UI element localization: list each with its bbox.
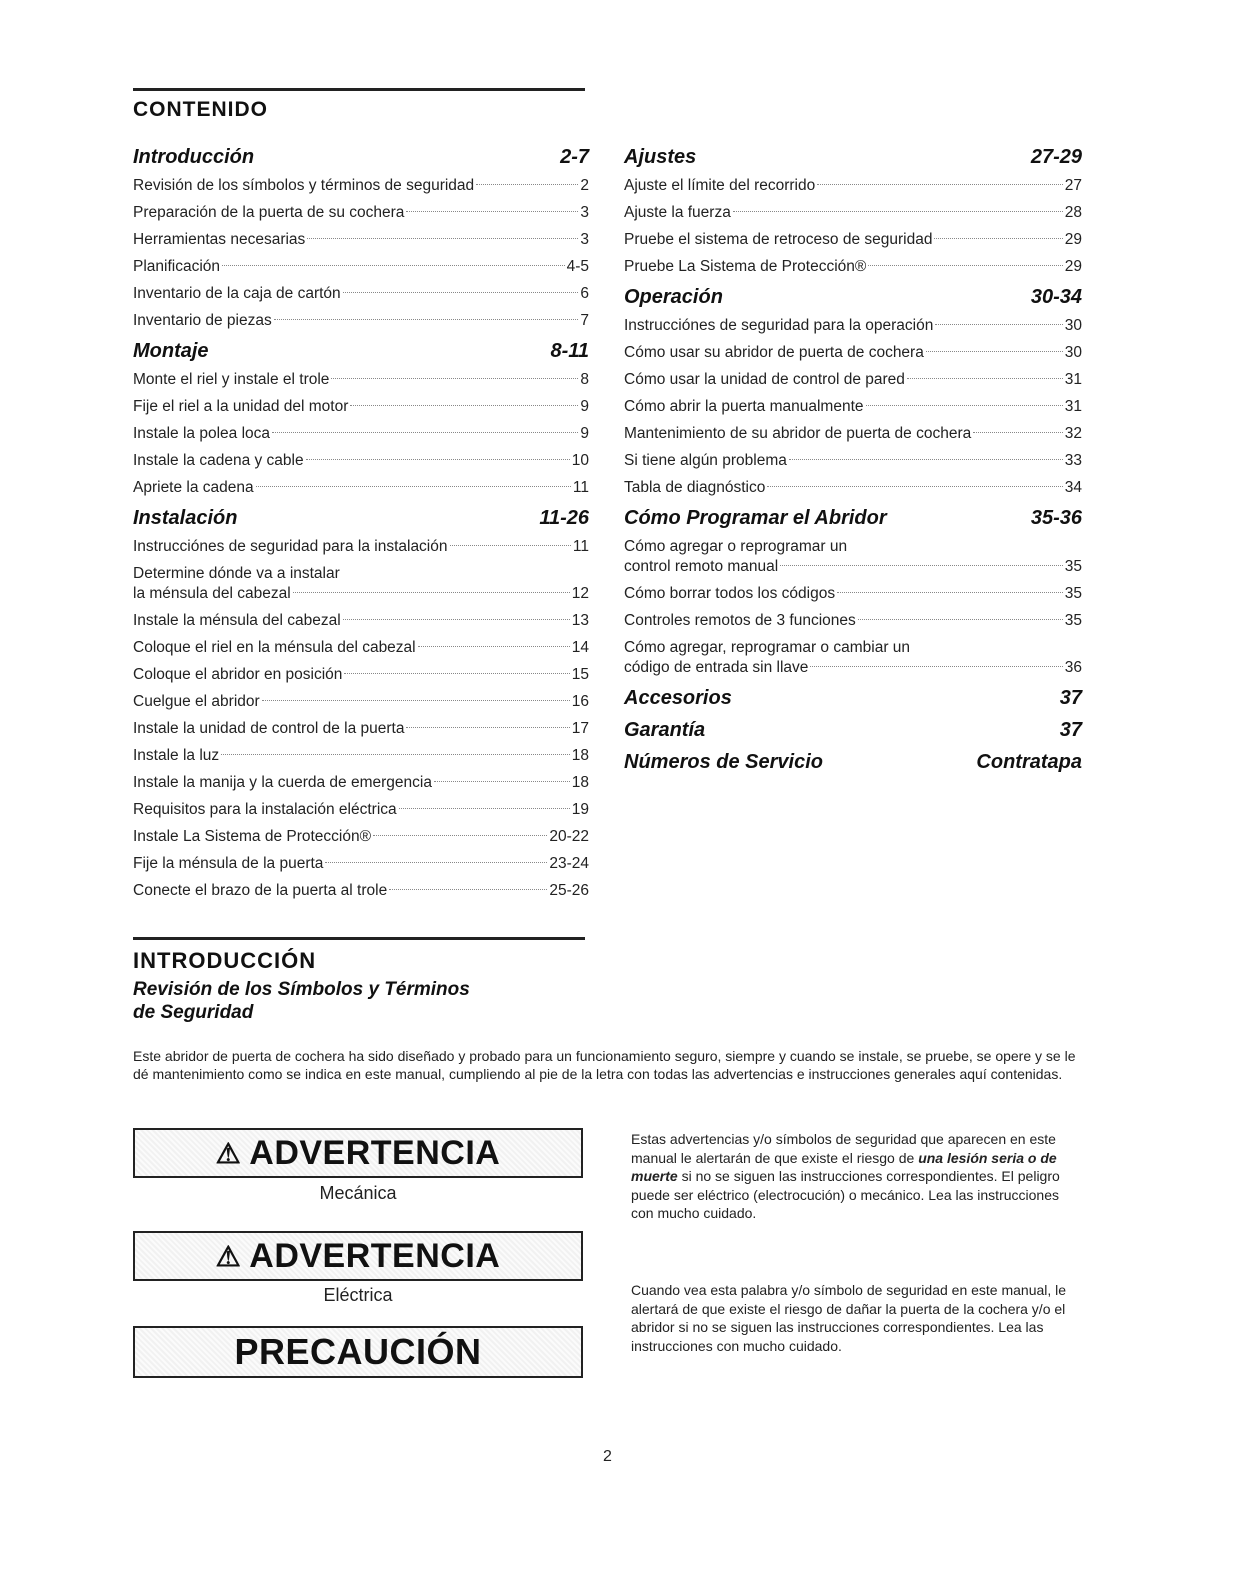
- toc-dot-leader: [935, 324, 1062, 325]
- intro-subtitle-line2: de Seguridad: [133, 1002, 254, 1023]
- toc-entry-page: 25-26: [549, 882, 589, 899]
- toc-entry-line2: [624, 658, 1082, 678]
- toc-entry-label: Mantenimiento de su abridor de puerta de cochera: [624, 425, 972, 442]
- toc-entry: [133, 796, 589, 823]
- toc-dot-leader: [418, 646, 570, 647]
- toc-section-label: Garantía: [624, 719, 706, 741]
- toc-entry: [624, 253, 1082, 280]
- toc-section-heading: [624, 503, 1082, 533]
- toc-entry-page: 35: [1064, 585, 1082, 602]
- toc-dot-leader: [221, 754, 570, 755]
- intro-subtitle-line1: Revisión de los Símbolos y Términos: [133, 979, 470, 1000]
- toc-entry: [133, 280, 589, 307]
- toc-entry-page: 35: [1064, 558, 1082, 575]
- toc-entry: [133, 560, 589, 607]
- toc-section-heading: [624, 282, 1082, 312]
- toc-entry-label-line1: Determine dónde va a instalar: [133, 565, 340, 582]
- toc-entry: [133, 661, 589, 688]
- toc-entry-page: 34: [1064, 479, 1082, 496]
- warning-box-electrical: [133, 1231, 583, 1281]
- toc-entry: [624, 420, 1082, 447]
- intro-paragraph: Este abridor de puerta de cochera ha sido diseñado y probado para un funcionamiento seguro, siempre y cuando se instale, se pruebe, se opere y se le dé mantenimiento como se indica en este manual, cumpliendo al pie de la letra con todas las advertencias e instrucciones generales aquí contenidas.: [133, 1048, 1076, 1082]
- toc-dot-leader: [789, 459, 1063, 460]
- toc-entry-label: Instale la unidad de control de la puerta: [133, 720, 405, 737]
- toc-entry-page: 31: [1064, 371, 1082, 388]
- toc-entry: [624, 366, 1082, 393]
- toc-entry-label: Instale la manija y la cuerda de emergencia: [133, 774, 432, 791]
- toc-entry-page: 32: [1064, 425, 1082, 442]
- toc-entry-page: 6: [580, 285, 589, 302]
- warning-description-emphasis: una lesión seria o de muerte: [631, 1149, 1057, 1184]
- toc-section-heading: [624, 683, 1082, 713]
- toc-entry-page: 3: [580, 204, 589, 221]
- toc-entry-label: Monte el riel y instale el trole: [133, 371, 330, 388]
- toc-entry: [624, 226, 1082, 253]
- toc-dot-leader: [272, 432, 578, 433]
- toc-section-label: Números de Servicio: [624, 751, 823, 773]
- toc-entry-page: 20-22: [549, 828, 589, 845]
- toc-dot-leader: [344, 673, 569, 674]
- toc-dot-leader: [837, 592, 1063, 593]
- toc-entry: [133, 420, 589, 447]
- warning-description: [631, 1130, 1081, 1223]
- toc-entry-page: 9: [580, 398, 589, 415]
- toc-entry-page: 4-5: [566, 258, 589, 275]
- toc-entry-page: 29: [1064, 258, 1082, 275]
- toc-entry: [624, 312, 1082, 339]
- toc-entry-page: 13: [571, 612, 589, 629]
- toc-entry-label: Ajuste el límite del recorrido: [624, 177, 816, 194]
- toc-dot-leader: [406, 727, 569, 728]
- toc-entry-label: Fije la ménsula de la puerta: [133, 855, 324, 872]
- toc-entry-label: Instale La Sistema de Protección®: [133, 828, 372, 845]
- toc-entry-label: código de entrada sin llave: [624, 659, 809, 676]
- toc-entry-label-line1: Cómo agregar o reprogramar un: [624, 538, 848, 555]
- toc-entry-label: Cómo abrir la puerta manualmente: [624, 398, 864, 415]
- toc-entry: [133, 634, 589, 661]
- toc-entry-page: 16: [571, 693, 589, 710]
- warning-caption-mechanical: Mecánica: [319, 1183, 397, 1203]
- toc-entry-page: 30: [1064, 317, 1082, 334]
- toc-entry-label: la ménsula del cabezal: [133, 585, 291, 602]
- toc-entry-label: Si tiene algún problema: [624, 452, 787, 469]
- toc-dot-leader: [350, 405, 578, 406]
- caution-box-label: PRECAUCIÓN: [234, 1331, 482, 1372]
- toc-entry-label: Requisitos para la instalación eléctrica: [133, 801, 397, 818]
- toc-entry-label: Cómo usar su abridor de puerta de cochera: [624, 344, 924, 361]
- toc-entry: [624, 634, 1082, 681]
- warning-description-part2: si no se siguen las instrucciones correspondientes. El peligro puede ser eléctrico (electrocución) o mecánico. Lea las instrucciones con mucho cuidado.: [631, 1168, 1060, 1221]
- toc-entry: [624, 393, 1082, 420]
- toc-entry: [133, 823, 589, 850]
- toc-entry-label: Cuelgue el abridor: [133, 693, 260, 710]
- toc-dot-leader: [434, 781, 570, 782]
- toc-entry-page: 19: [571, 801, 589, 818]
- toc-entry-page: 2: [580, 177, 589, 194]
- toc-entry-page: 35: [1064, 612, 1082, 629]
- toc-entry-label: control remoto manual: [624, 558, 779, 575]
- toc-entry-label: Instale la cadena y cable: [133, 452, 304, 469]
- toc-entry-label: Tabla de diagnóstico: [624, 479, 766, 496]
- toc-entry-page: 29: [1064, 231, 1082, 248]
- toc-entry-label: Coloque el abridor en posición: [133, 666, 343, 683]
- toc-section-label: Instalación: [133, 507, 238, 529]
- toc-dot-leader: [907, 378, 1063, 379]
- toc-dot-leader: [373, 835, 547, 836]
- toc-entry-label: Preparación de la puerta de su cochera: [133, 204, 405, 221]
- intro-subtitle: [133, 978, 470, 1024]
- toc-entry: [624, 580, 1082, 607]
- toc-entry: [624, 199, 1082, 226]
- toc-entry: [133, 393, 589, 420]
- toc-entry: [133, 850, 589, 877]
- toc-section-pages: 37: [1059, 719, 1082, 741]
- toc-entry-page: 11: [572, 538, 589, 555]
- toc-section-heading: [133, 142, 589, 172]
- page-number: 2: [603, 1448, 612, 1465]
- toc-entry-label: Controles remotos de 3 funciones: [624, 612, 856, 629]
- toc-entry-page: 27: [1064, 177, 1082, 194]
- toc-dot-leader: [399, 808, 570, 809]
- toc-dot-leader: [307, 238, 578, 239]
- toc-dot-leader: [866, 405, 1063, 406]
- toc-entry-label: Inventario de piezas: [133, 312, 272, 329]
- toc-entry: [133, 474, 589, 501]
- toc-dot-leader: [858, 619, 1063, 620]
- toc-dot-leader: [293, 592, 570, 593]
- toc-entry-page: 11: [572, 479, 589, 496]
- toc-section-heading: [624, 747, 1082, 777]
- toc-entry-page: 28: [1064, 204, 1082, 221]
- toc-dot-leader: [406, 211, 578, 212]
- toc-entry-page: 3: [580, 231, 589, 248]
- toc-dot-leader: [325, 862, 547, 863]
- toc-entry: [624, 474, 1082, 501]
- toc-entry-label: Conecte el brazo de la puerta al trole: [133, 882, 388, 899]
- toc-section-pages: 2-7: [560, 146, 589, 168]
- toc-section-heading: [133, 336, 589, 366]
- warning-electrical-icon: ⚠: [215, 1240, 242, 1272]
- toc-section-pages: 35-36: [1030, 507, 1082, 529]
- toc-section-label: Montaje: [133, 340, 209, 362]
- toc-entry: [133, 877, 589, 904]
- toc-entry-label: Ajuste la fuerza: [624, 204, 731, 221]
- toc-entry: [133, 688, 589, 715]
- toc-left-column: [133, 140, 589, 904]
- toc-entry-label: Herramientas necesarias: [133, 231, 306, 248]
- toc-entry: [133, 226, 589, 253]
- toc-entry-label: Cómo usar la unidad de control de pared: [624, 371, 905, 388]
- toc-entry: [133, 253, 589, 280]
- toc-section-label: Ajustes: [624, 146, 697, 168]
- toc-entry-label: Inventario de la caja de cartón: [133, 285, 341, 302]
- toc-entry-label: Pruebe La Sistema de Protección®: [624, 258, 867, 275]
- toc-dot-leader: [222, 265, 565, 266]
- toc-section-label: Accesorios: [624, 687, 732, 709]
- toc-section-pages: 8-11: [550, 340, 589, 362]
- toc-entry-page: 15: [571, 666, 589, 683]
- toc-dot-leader: [262, 700, 570, 701]
- toc-dot-leader: [767, 486, 1062, 487]
- toc-entry-page: 23-24: [549, 855, 589, 872]
- toc-entry-page: 9: [580, 425, 589, 442]
- toc-dot-leader: [331, 378, 578, 379]
- toc-dot-leader: [817, 184, 1063, 185]
- toc-entry-page: 14: [571, 639, 589, 656]
- toc-dot-leader: [934, 238, 1062, 239]
- toc-entry: [624, 607, 1082, 634]
- toc-section-label: Cómo Programar el Abridor: [624, 507, 887, 529]
- toc-entry-label: Fije el riel a la unidad del motor: [133, 398, 349, 415]
- contents-top-rule: [133, 88, 585, 91]
- toc-section-pages: Contratapa: [976, 751, 1082, 773]
- toc-entry: [624, 172, 1082, 199]
- toc-section-pages: 11-26: [539, 507, 589, 529]
- toc-dot-leader: [780, 565, 1063, 566]
- toc-entry-label: Pruebe el sistema de retroceso de seguridad: [624, 231, 933, 248]
- toc-dot-leader: [733, 211, 1063, 212]
- toc-entry-page: 36: [1064, 659, 1082, 676]
- toc-section-pages: 37: [1059, 687, 1082, 709]
- caution-box: [133, 1326, 583, 1378]
- toc-entry-label: Revisión de los símbolos y términos de seguridad: [133, 177, 475, 194]
- toc-entry: [133, 533, 589, 560]
- toc-section-pages: 30-34: [1030, 286, 1082, 308]
- toc-entry-label: Planificación: [133, 258, 221, 275]
- toc-dot-leader: [343, 619, 570, 620]
- toc-entry: [133, 366, 589, 393]
- toc-entry-label: Coloque el riel en la ménsula del cabezal: [133, 639, 416, 656]
- warning-caption-electrical: Eléctrica: [323, 1285, 393, 1305]
- toc-dot-leader: [450, 545, 571, 546]
- toc-dot-leader: [973, 432, 1063, 433]
- toc-entry-page: 8: [580, 371, 589, 388]
- toc-entry: [133, 742, 589, 769]
- caution-description: Cuando vea esta palabra y/o símbolo de seguridad en este manual, le alertará de que existe el riesgo de dañar la puerta de la cochera y/o el abridor si no se siguen las instrucciones correspondientes. Lea las instrucciones con mucho cuidado.: [631, 1282, 1067, 1354]
- toc-entry: [133, 199, 589, 226]
- toc-entry: [133, 769, 589, 796]
- toc-entry-label: Instale la polea loca: [133, 425, 271, 442]
- toc-dot-leader: [810, 666, 1062, 667]
- toc-entry-label: Instale la luz: [133, 747, 220, 764]
- toc-entry: [624, 533, 1082, 580]
- toc-dot-leader: [926, 351, 1063, 352]
- toc-section-label: Operación: [624, 286, 723, 308]
- toc-entry-label: Instrucciónes de seguridad para la instalación: [133, 538, 448, 555]
- toc-entry-page: 33: [1064, 452, 1082, 469]
- toc-entry-label: Instrucciónes de seguridad para la operación: [624, 317, 934, 334]
- toc-dot-leader: [868, 265, 1062, 266]
- warning-box-mechanical: [133, 1128, 583, 1178]
- toc-section-label: Introducción: [133, 146, 255, 168]
- toc-section-heading: [133, 503, 589, 533]
- toc-entry: [133, 715, 589, 742]
- toc-dot-leader: [343, 292, 579, 293]
- toc-entry: [133, 172, 589, 199]
- toc-entry-page: 12: [571, 585, 589, 602]
- toc-entry-page: 17: [571, 720, 589, 737]
- toc-entry-page: 7: [580, 312, 589, 329]
- toc-entry: [133, 307, 589, 334]
- toc-dot-leader: [389, 889, 547, 890]
- contents-title: CONTENIDO: [133, 98, 268, 121]
- toc-section-heading: [624, 142, 1082, 172]
- toc-entry-line2: [624, 557, 1082, 577]
- toc-entry-page: 31: [1064, 398, 1082, 415]
- toc-dot-leader: [306, 459, 570, 460]
- toc-entry-page: 18: [571, 747, 589, 764]
- toc-entry: [133, 447, 589, 474]
- warning-box-electrical-label: ADVERTENCIA: [249, 1236, 501, 1275]
- intro-top-rule: [133, 937, 585, 940]
- warning-box-mechanical-label: ADVERTENCIA: [249, 1133, 501, 1172]
- toc-entry-label-line1: Cómo agregar, reprogramar o cambiar un: [624, 639, 911, 656]
- toc-entry-page: 18: [571, 774, 589, 791]
- toc-right-column: [624, 140, 1082, 777]
- toc-entry: [624, 447, 1082, 474]
- toc-entry-page: 10: [571, 452, 589, 469]
- warning-mechanical-icon: ⚠: [215, 1137, 242, 1169]
- toc-entry-label: Instale la ménsula del cabezal: [133, 612, 341, 629]
- intro-title: INTRODUCCIÓN: [133, 948, 317, 973]
- toc-entry-line2: [133, 584, 589, 604]
- toc-entry: [624, 339, 1082, 366]
- toc-section-pages: 27-29: [1030, 146, 1082, 168]
- toc-entry-page: 30: [1064, 344, 1082, 361]
- toc-dot-leader: [476, 184, 578, 185]
- toc-entry-label: Apriete la cadena: [133, 479, 254, 496]
- warning-description-part1: Estas advertencias y/o símbolos de seguridad que aparecen en este manual le alertarán de que existe el riesgo de: [631, 1131, 1056, 1166]
- toc-entry-label: Cómo borrar todos los códigos: [624, 585, 836, 602]
- toc-section-heading: [624, 715, 1082, 745]
- toc-dot-leader: [274, 319, 579, 320]
- toc-entry: [133, 607, 589, 634]
- toc-dot-leader: [256, 486, 571, 487]
